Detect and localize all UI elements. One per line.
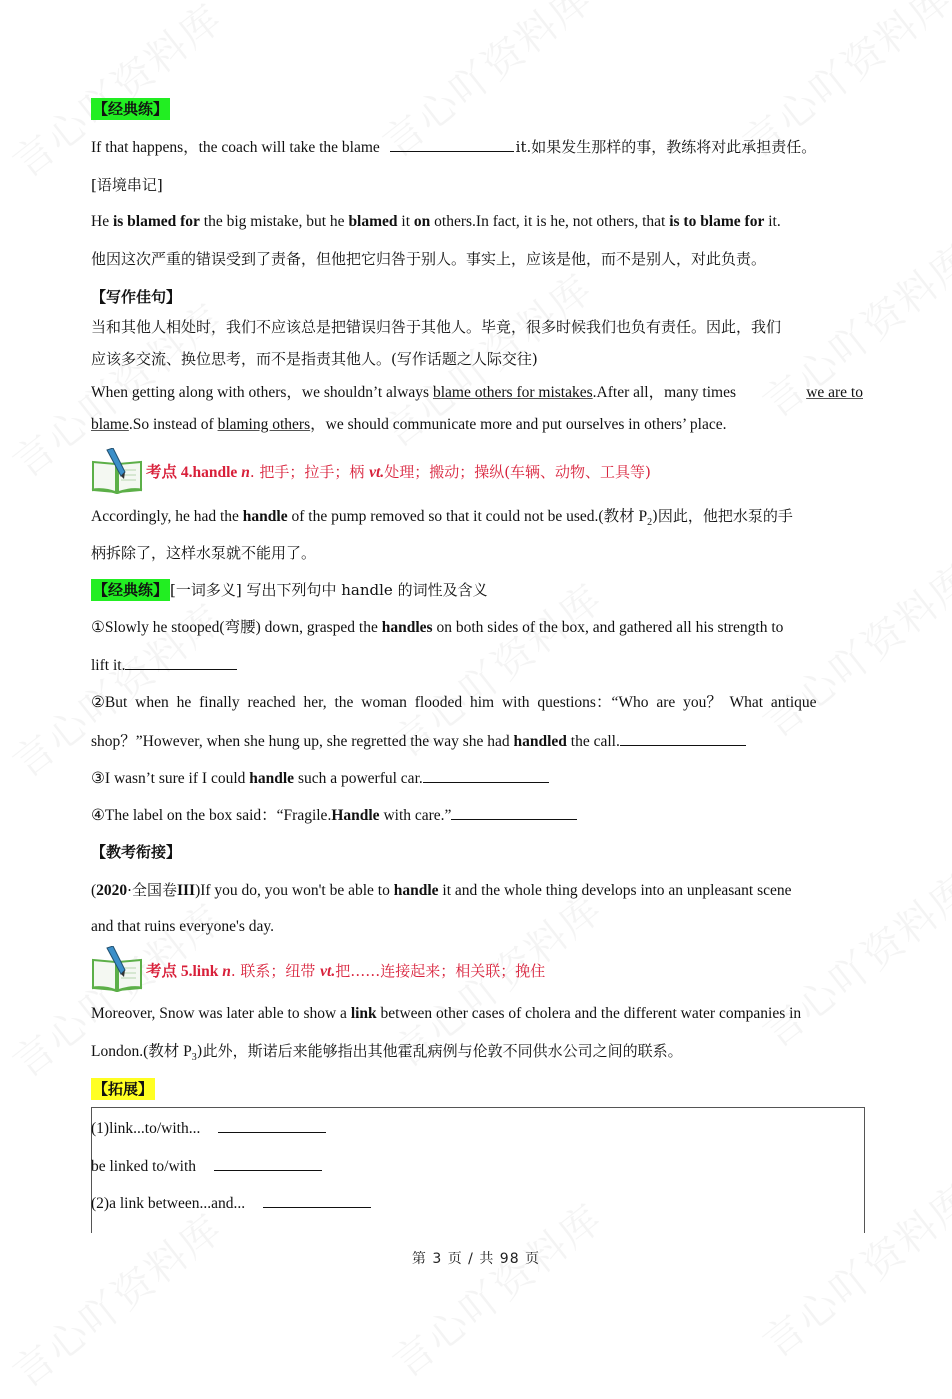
answer-blank[interactable] [451,805,577,820]
practice2-header: 【经典练】 [一词多义] 写出下列句中 handle 的词性及含义 [93,581,488,599]
extension-header [91,1079,155,1100]
watermark [0,0,233,189]
keypoint-5-example-cont: London.(教材 $P_3$)此外，斯诺后来能够指出其他霍乱病例与伦敦不同供水公司之间的联系。 [91,1042,683,1064]
book-pencil-icon [91,946,143,992]
extension-item: (1)link...to/with... [91,1118,326,1139]
writing-english-line2: blame.So instead of blaming others，we should communicate more and put ourselves in others’ place. [91,416,727,433]
extension-item: be linked to/with [91,1156,322,1177]
exam-sentence: (2020·全国卷III)If you do, you won't be able to handle it and the whole thing develops into an unpleasant scene [91,881,792,899]
exam-link-tag: 【教考衔接】 [91,843,182,861]
writing-chinese-line1: 当和其他人相处时，我们不应该总是把错误归咎于其他人。毕竟，很多时候我们也负有责任。因此，我们 [91,318,782,336]
answer-blank[interactable] [218,1118,326,1133]
exercise-item-2-cont: shop？”However, when she hung up, she regretted the way she had handled the call. [91,731,746,752]
answer-blank[interactable] [263,1193,371,1208]
context-chinese: 他因这次严重的错误受到了责备，但他把它归咎于别人。事实上，应该是他，而不是别人，对此负责。 [91,250,767,268]
answer-blank[interactable] [620,731,746,746]
keypoint-4-example-cn: 柄拆除了，这样水泵就不能用了。 [91,544,317,562]
keypoint-4-example: Accordingly, he had the handle of the pump removed so that it could not be used.(教材 $P_2$)因此，他把水泵的手 [91,507,793,529]
watermark [749,548,952,748]
keypoint-4-title: 考点 4.handle n. 把手；拉手；柄 vt.处理；搬动；操纵(车辆、动物、工具等) [146,463,651,481]
page-number: 第 3 页 / 共 98 页 [411,1251,541,1267]
exercise-item-2: ②But when he finally reached her, the woman flooded him with questions：“Who are you？ What antique [91,694,817,711]
answer-blank[interactable] [390,137,514,152]
exercise-item-1: ①Slowly he stooped(弯腰) down, grasped the handles on both sides of the box, and gathered all his strength to [91,619,784,636]
writing-tag: 【写作佳句】 [91,288,182,306]
exercise-item-1-cont: lift it. [91,655,237,676]
keypoint-5-title: 考点 5.link n. 联系；纽带 vt.把……连接起来；相关联；挽住 [146,962,546,980]
section-tag-practice [91,99,170,120]
context-tag: [语境串记] [91,176,163,194]
exam-sentence-cont: and that ruins everyone's day. [91,918,274,935]
answer-blank[interactable] [423,768,549,783]
writing-chinese-line2: 应该多交流、换位思考，而不是指责其他人。(写作话题之人际交往) [91,350,538,368]
exercise-item-3: ③I wasn’t sure if I could handle such a powerful car. [91,768,549,789]
answer-blank[interactable] [214,1156,322,1171]
writing-english-line1: When getting along with others，we shouldn’t always blame others for mistakes.After all，many times we are to [91,384,863,401]
practice-tag: 【经典练】 [93,581,169,599]
answer-blank[interactable] [125,655,237,670]
practice1-sentence: If that happens，the coach will take the blame it.如果发生那样的事，教练将对此承担责任。 [91,138,817,156]
extension-tag: 【拓展】 [93,1080,154,1098]
extension-item: (2)a link between...and... [91,1193,371,1214]
context-english: He is blamed for the big mistake, but he blamed it on others.In fact, it is he, not others, that is to blame for it. [91,213,781,230]
exercise-item-4: ④The label on the box said：“Fragile.Handle with care.” [91,805,577,826]
keypoint-5-example: Moreover, Snow was later able to show a link between other cases of cholera and the different water companies in [91,1005,802,1022]
book-pencil-icon [91,448,143,494]
practice-tag: 【经典练】 [93,100,169,118]
